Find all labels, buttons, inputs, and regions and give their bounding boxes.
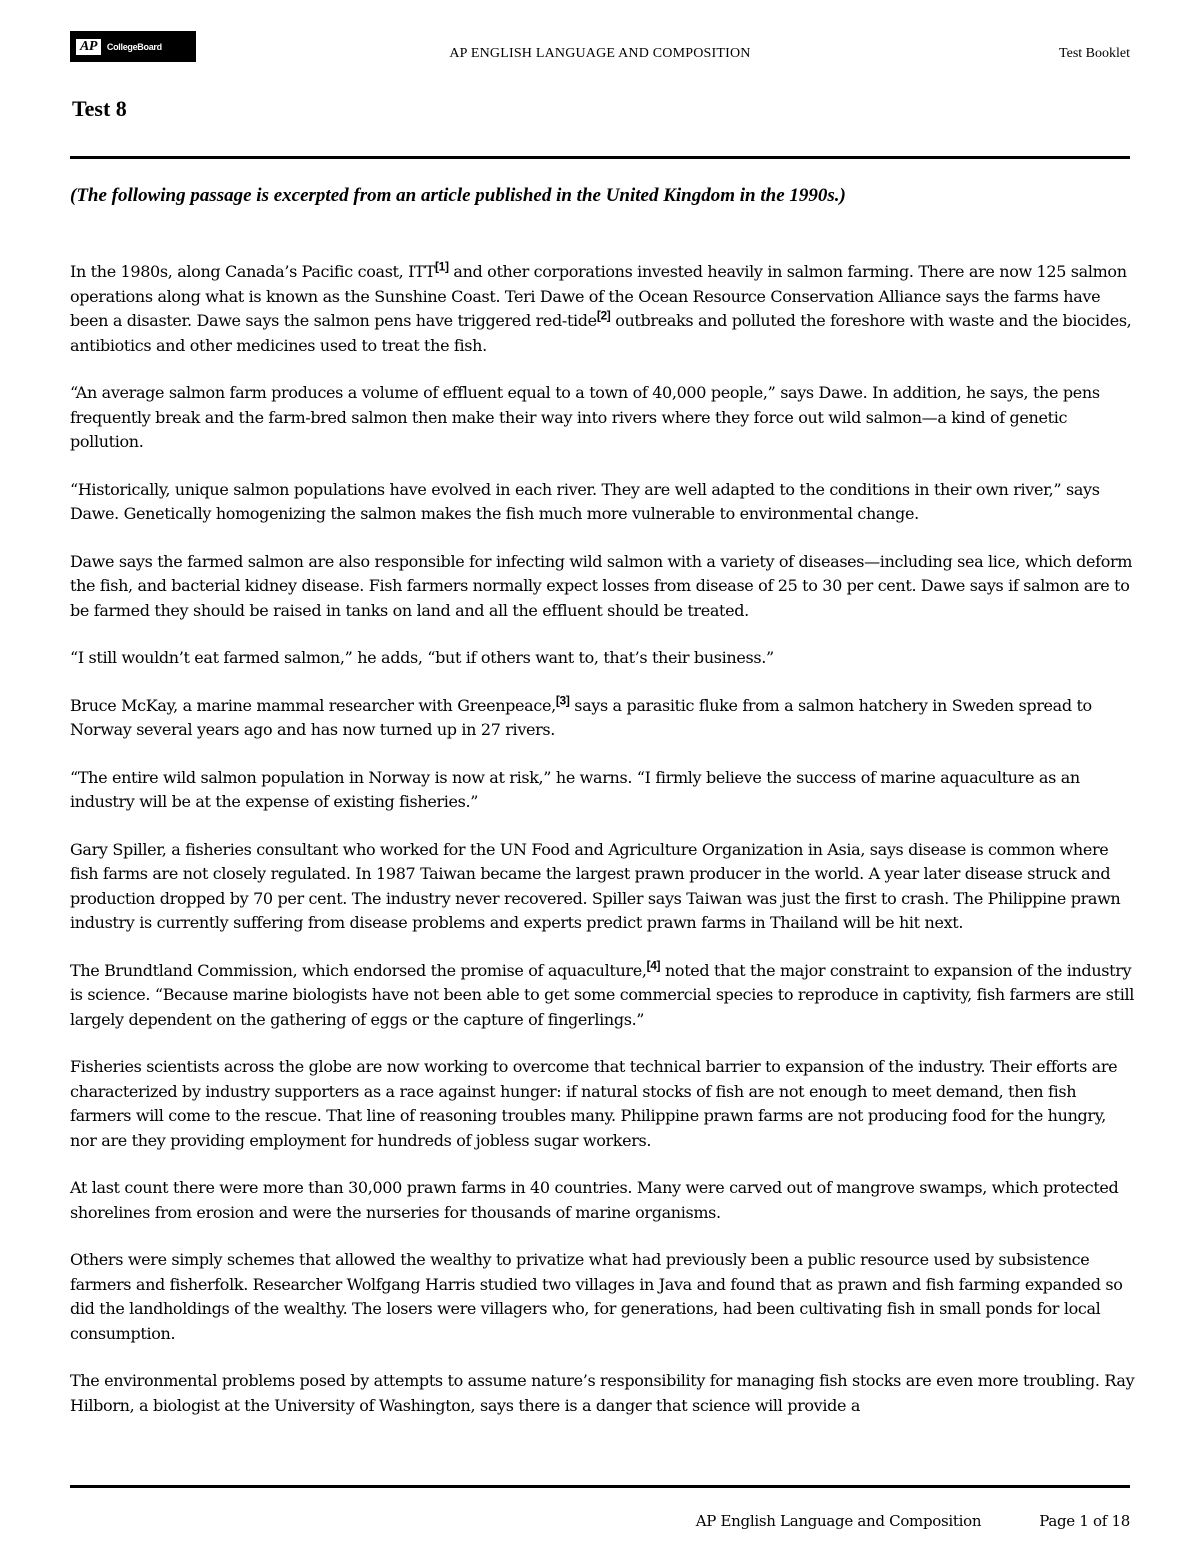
paragraph-text: The Brundtland Commission, which endorsed the promise of aquaculture, — [70, 960, 647, 980]
top-divider — [70, 156, 1130, 159]
footnote-mark[interactable]: [3] — [555, 693, 570, 708]
paragraph: Dawe says the farmed salmon are also responsible for infecting wild salmon with a variety of diseases—including sea lice, which deform the fish, and bacterial kidney disease. Fish farmers normally expect losses from disease of 25 to 30 per cent. Dawe says if salmon are to be farmed they should be raised in tanks on land and all the effluent should be treated. — [70, 551, 1133, 620]
footnote-mark[interactable]: [2] — [596, 308, 611, 323]
paragraph — [70, 260, 1135, 358]
paragraph: The environmental problems posed by attempts to assume nature’s responsibility for managing fish stocks are even more troubling. Ray Hilborn, a biologist at the University of Washington, says there is a danger that science will provide a — [70, 1371, 1135, 1415]
paragraph: Gary Spiller, a fisheries consultant who worked for the UN Food and Agriculture Organization in Asia, says disease is common where fish farms are not closely regulated. In 1987 Taiwan became the largest prawn producer in the world. A year later disease struck and production dropped by 70 per cent. The industry never recovered. Spiller says Taiwan was just the first to crash. The Philippine prawn industry is currently suffering from disease problems and experts predict prawn farms in Thailand will be hit next. — [70, 839, 1121, 932]
header-booklet-label: Test Booklet — [1059, 46, 1130, 61]
header-title: AP ENGLISH LANGUAGE AND COMPOSITION — [449, 46, 751, 61]
paragraph-text: and other corporations invested heavily in salmon farming. There are now 125 salmon operations along what is known as the Sunshine Coast. Teri Dawe of the Ocean Resource Conservation Alliance says the farms have been a disaster. Dawe says the salmon pens have triggered red-tide — [70, 262, 1127, 330]
logo-collegeboard-text: CollegeBoard — [106, 41, 162, 52]
paragraph — [70, 959, 1135, 1033]
paragraph-text: outbreaks and polluted the foreshore with waste and the biocides, antibiotics and other medicines used to treat the fish. — [70, 311, 1132, 355]
paragraph: “An average salmon farm produces a volume of effluent equal to a town of 40,000 people,” says Dawe. In addition, he says, the pens frequently break and the farm-bred salmon then make their way into rivers where they force out wild salmon—a kind of genetic pollution. — [70, 383, 1100, 451]
footnote-mark[interactable]: [1] — [435, 259, 449, 274]
paragraph-text: noted that the major constraint to expansion of the industry is science. “Because marine biologists have not been able to get some commercial species to reproduce in captivity, fish farmers are still largely dependent on the gathering of eggs or the capture of fingerlings.” — [70, 960, 1135, 1029]
paragraph — [70, 694, 1135, 743]
passage-intro: (The following passage is excerpted from an article published in the United Kingdom in the 1990s.) — [70, 185, 846, 206]
test-title: Test 8 — [72, 96, 127, 121]
paragraph: “Historically, unique salmon populations have evolved in each river. They are well adapted to the conditions in their own river,” says Dawe. Genetically homogenizing the salmon makes the fish much more vulnerable to environmental change. — [70, 479, 1100, 523]
page-footer — [696, 1512, 1130, 1530]
paragraph: At last count there were more than 30,000 prawn farms in 40 countries. Many were carved out of mangrove swamps, which protected shorelines from erosion and were the nurseries for thousands of marine organisms. — [70, 1178, 1119, 1222]
paragraph-text: Bruce McKay, a marine mammal researcher with Greenpeace, — [70, 695, 556, 715]
paragraph: Fisheries scientists across the globe are now working to overcome that technical barrier to expansion of the industry. Their efforts are characterized by industry supporters as a race against hunger: if natural stocks of fish are not enough to meet demand, then fish farmers will come to the rescue. That line of reasoning troubles many. Philippine prawn farms are not producing food for the hungry, nor are they providing employment for hundreds of jobless sugar workers. — [70, 1057, 1118, 1150]
page-number: Page 1 of 18 — [1039, 1512, 1130, 1530]
paragraph: Others were simply schemes that allowed the wealthy to privatize what had previously been a public resource used by subsistence farmers and fisherfolk. Researcher Wolfgang Harris studied two villages in Java and found that as prawn and fish farming expanded so did the landholdings of the wealthy. The losers were villagers who, for generations, had been cultivating fish in small ponds for local consumption. — [70, 1250, 1123, 1343]
paragraph: “The entire wild salmon population in Norway is now at risk,” he warns. “I firmly believe the success of marine aquaculture as an industry will be at the expense of existing fisheries.” — [70, 767, 1080, 811]
paragraph: “I still wouldn’t eat farmed salmon,” he adds, “but if others want to, that’s their business.” — [70, 648, 774, 667]
paragraph-text: In the 1980s, along Canada’s Pacific coast, ITT — [70, 262, 436, 281]
logo-ap-mark: AP — [76, 39, 101, 55]
passage-body — [70, 260, 1135, 1441]
bottom-divider — [70, 1485, 1130, 1488]
paragraph-text: says a parasitic fluke from a salmon hatchery in Sweden spread to Norway several years ago and has now turned up in 27 rivers. — [70, 695, 1092, 739]
footnote-mark[interactable]: [4] — [646, 958, 661, 973]
footer-course: AP English Language and Composition — [695, 1512, 982, 1530]
